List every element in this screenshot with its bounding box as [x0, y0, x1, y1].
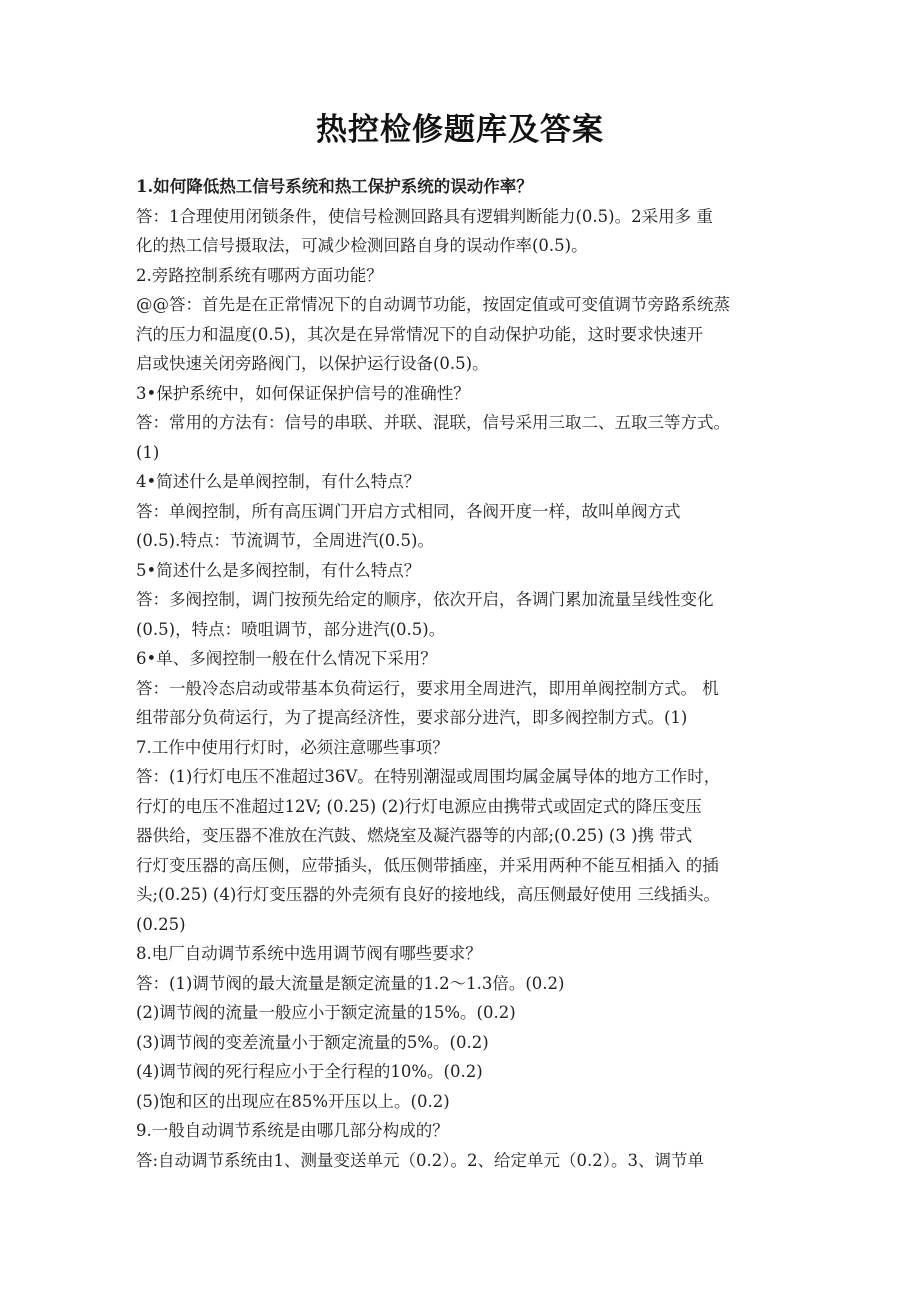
text-line: (4)调节阀的死行程应小于全行程的10%。(0.2): [136, 1062, 483, 1081]
text-line: 4•简述什么是单阀控制，有什么特点？: [136, 472, 421, 491]
text-line: 答：(1)行灯电压不准超过36V。在特别潮湿或周围均属金属导体的地方工作时，: [136, 767, 721, 786]
text-line: 化的热工信号摄取法，可减少检测回路自身的误动作率(0.5)。: [136, 236, 588, 255]
text-line: 8.电厂自动调节系统中选用调节阀有哪些要求？: [136, 944, 482, 963]
text-line: (5)饱和区的出现应在85%开压以上。(0.2): [136, 1091, 450, 1111]
text-line: 答:自动调节系统由1、测量变送单元（0.2）。2、给定单元（0.2）。3、调节单: [136, 1150, 705, 1170]
text-line: 答：1合理使用闭锁条件，使信号检测回路具有逻辑判断能力(0.5)。2采用多 重: [136, 206, 713, 226]
text-line: 头;(0.25) (4)行灯变压器的外壳须有良好的接地线，高压侧最好使用 三线插头。: [136, 885, 721, 904]
document-title: 热控检修题库及答案: [316, 112, 604, 148]
text-line: 答：多阀控制，调门按预先给定的顺序，依次开启，各调门累加流量呈线性变化: [136, 590, 714, 609]
text-line: 3•保护系统中，如何保证保护信号的准确性？: [136, 383, 470, 403]
text-line: @@答：首先是在正常情况下的自动调节功能，按固定值或可变值调节旁路系统蒸: [136, 295, 730, 314]
text-line: 答：常用的方法有：信号的串联、并联、混联，信号采用三取二、五取三等方式。: [136, 413, 730, 432]
text-line: 答：单阀控制，所有高压调门开启方式相同，各阀开度一样，故叫单阀方式: [136, 501, 681, 521]
text-line: 5•简述什么是多阀控制，有什么特点？: [136, 560, 421, 580]
text-line: 汽的压力和温度(0.5)，其次是在异常情况下的自动保护功能，这时要求快速开: [136, 324, 704, 344]
text-line: 9.一般自动调节系统是由哪几部分构成的？: [136, 1121, 449, 1140]
document-body: [136, 172, 796, 1175]
text-line: 器供给，变压器不准放在汽鼓、燃烧室及凝汽器等的内部;(0.25) (3 )携 带式: [136, 826, 693, 845]
text-line: 1.如何降低热工信号系统和热工保护系统的误动作率？: [136, 177, 533, 196]
text-line: 答：(1)调节阀的最大流量是额定流量的1.2～1.3倍。(0.2): [136, 973, 565, 993]
text-line: 6•单、多阀控制一般在什么情况下采用？: [136, 649, 437, 668]
text-line: (0.5).特点：节流调节，全周进汽(0.5)。: [136, 531, 434, 550]
text-line: (1): [136, 442, 160, 462]
text-line: (2)调节阀的流量一般应小于额定流量的15%。(0.2): [136, 1003, 516, 1022]
text-line: (3)调节阀的变差流量小于额定流量的5%。(0.2): [136, 1032, 489, 1052]
text-line: 2.旁路控制系统有哪两方面功能？: [136, 265, 383, 285]
text-line: 7.工作中使用行灯时，必须注意哪些事项？: [136, 737, 449, 757]
text-line: (0.25): [136, 914, 186, 934]
text-line: 行灯变压器的高压侧，应带插头，低压侧带插座，并采用两种不能互相插入 的插: [136, 855, 719, 875]
text-line: 启或快速关闭旁路阀门，以保护运行设备(0.5)。: [136, 354, 489, 373]
text-line: 答：一般冷态启动或带基本负荷运行，要求用全周进汽，即用单阀控制方式。 机: [136, 678, 719, 698]
text-line: 组带部分负荷运行，为了提高经济性，要求部分进汽，即多阀控制方式。(1): [136, 708, 688, 727]
text-line: 行灯的电压不准超过12V; (0.25) (2)行灯电源应由携带式或固定式的降压变压: [136, 796, 702, 816]
text-line: (0.5)，特点：喷咀调节，部分进汽(0.5)。: [136, 619, 446, 639]
